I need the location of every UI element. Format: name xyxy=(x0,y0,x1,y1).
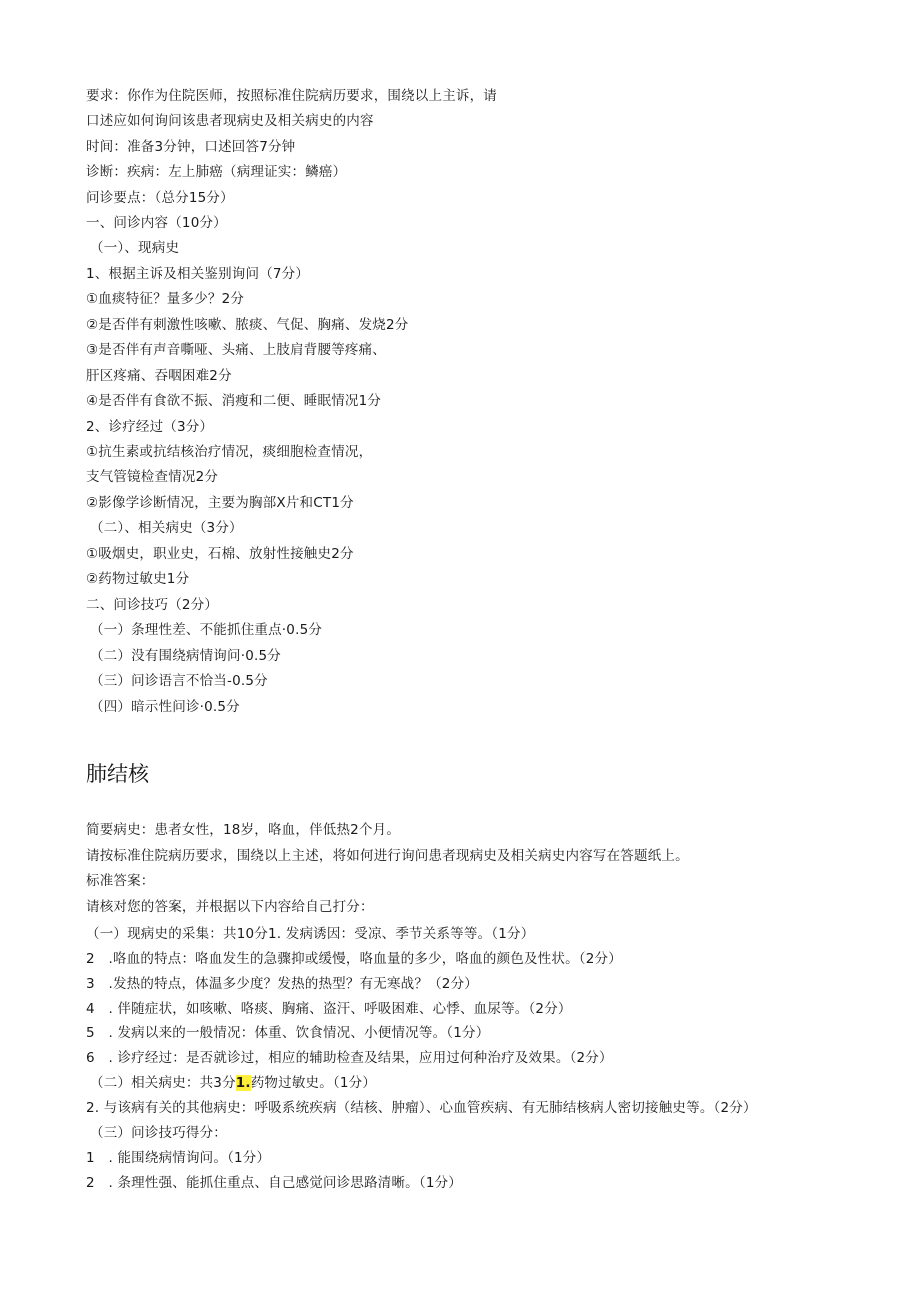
requirement-line: 要求：你作为住院医师，按照标准住院病历要求，围绕以上主诉，请 xyxy=(86,88,497,104)
tb-item-treatment: 6 . 诊疗经过：是否就诊过，相应的辅助检查及结果，应用过何种治疗及效果。（2分） xyxy=(86,1050,613,1066)
item-chief-complaint: 1、根据主诉及相关鉴别询问（7分） xyxy=(86,266,310,282)
tb-related-history-line xyxy=(90,1073,376,1093)
item-cough: ②是否伴有刺激性咳嗽、脓痰、气促、胸痛、发烧2分 xyxy=(86,317,409,333)
skill-item-3: （三）问诊语言不恰当-0.5分 xyxy=(90,673,268,689)
skill-item-2: （二）没有围绕病情询问·0.5分 xyxy=(90,648,281,664)
tb-item-general: 5 . 发病以来的一般情况：体重、饮食情况、小便情况等。（1分） xyxy=(86,1025,490,1041)
self-score-line: 请核对您的答案，并根据以下内容给自己打分： xyxy=(86,899,374,915)
section-title-tuberculosis: 肺结核 xyxy=(86,762,149,786)
highlighted-number: 1. xyxy=(235,1075,251,1091)
brief-history-line: 简要病史：患者女性，18岁，咯血，伴低热2个月。 xyxy=(86,822,401,838)
subsection-related-history: （二）、相关病史（3分） xyxy=(90,520,243,536)
section-heading-skills: 二、问诊技巧（2分） xyxy=(86,597,219,613)
tb-related-history-allergy: 药物过敏史。（1分） xyxy=(250,1075,377,1091)
skill-item-4: （四）暗示性问诊·0.5分 xyxy=(90,699,240,715)
item-drug-allergy: ②药物过敏史1分 xyxy=(86,571,190,587)
item-bloody-sputum: ①血痰特征？量多少？2分 xyxy=(86,291,245,307)
instruction-line: 请按标准住院病历要求，围绕以上主述，将如何进行询问患者现病史及相关病史内容写在答题纸上。 xyxy=(86,848,689,864)
tb-item-other-history: 2. 与该病有关的其他病史：呼吸系统疾病（结核、肿瘤）、心血管疾病、有无肺结核病人密切接触史等。（2分） xyxy=(86,1100,757,1116)
item-imaging: ②影像学诊断情况，主要为胸部X片和CT1分 xyxy=(86,495,354,511)
time-line: 时间：准备3分钟，口述回答7分钟 xyxy=(86,139,296,155)
tb-related-history-text: （二）相关病史：共3分 xyxy=(90,1075,236,1091)
item-appetite: ④是否伴有食欲不振、消瘦和二便、睡眠情况1分 xyxy=(86,393,382,409)
skill-item-1: （一）条理性差、不能抓住重点·0.5分 xyxy=(90,622,323,638)
requirement-line-cont: 口述应如何询问该患者现病史及相关病史的内容 xyxy=(86,113,374,129)
item-antibiotics: ①抗生素或抗结核治疗情况，痰细胞检查情况， xyxy=(86,444,373,460)
tb-present-illness-line: （一）现病史的采集：共10分1. 发病诱因：受凉、季节关系等等。（1分） xyxy=(86,926,535,942)
tb-item-symptoms: 4 . 伴随症状，如咳嗽、咯痰、胸痛、盗汗、呼吸困难、心悸、血尿等。（2分） xyxy=(86,1001,572,1017)
tb-skills-heading: （三）问诊技巧得分： xyxy=(90,1125,227,1141)
item-smoking: ①吸烟史，职业史，石棉、放射性接触史2分 xyxy=(86,546,354,562)
item-bronchoscopy: 支气管镜检查情况2分 xyxy=(86,469,219,485)
tb-skill-item-1: 1 . 能围绕病情询问。（1分） xyxy=(86,1150,271,1166)
tb-item-fever: 3 .发热的特点，体温多少度？发热的热型？有无寒战？（2分） xyxy=(86,976,478,992)
item-treatment-history: 2、诊疗经过（3分） xyxy=(86,419,214,435)
item-hoarseness: ③是否伴有声音嘶哑、头痛、上肢肩背腰等疼痛、 xyxy=(86,342,387,358)
tb-skill-item-2: 2 . 条理性强、能抓住重点、自己感觉问诊思路清晰。（1分） xyxy=(86,1175,463,1191)
standard-answer-label: 标准答案： xyxy=(86,873,155,889)
subsection-present-illness: （一）、现病史 xyxy=(90,240,180,256)
tb-item-hemoptysis: 2 .咯血的特点：咯血发生的急骤抑或缓慢，咯血量的多少，咯血的颜色及性状。（2分） xyxy=(86,951,622,967)
key-points-line: 问诊要点：（总分15分） xyxy=(86,190,234,206)
section-heading-content: 一、问诊内容（10分） xyxy=(86,215,227,231)
item-hoarseness-cont: 肝区疼痛、吞咽困难2分 xyxy=(86,368,232,384)
diagnosis-line: 诊断：疾病：左上肺癌（病理证实：鳞癌） xyxy=(86,164,347,180)
